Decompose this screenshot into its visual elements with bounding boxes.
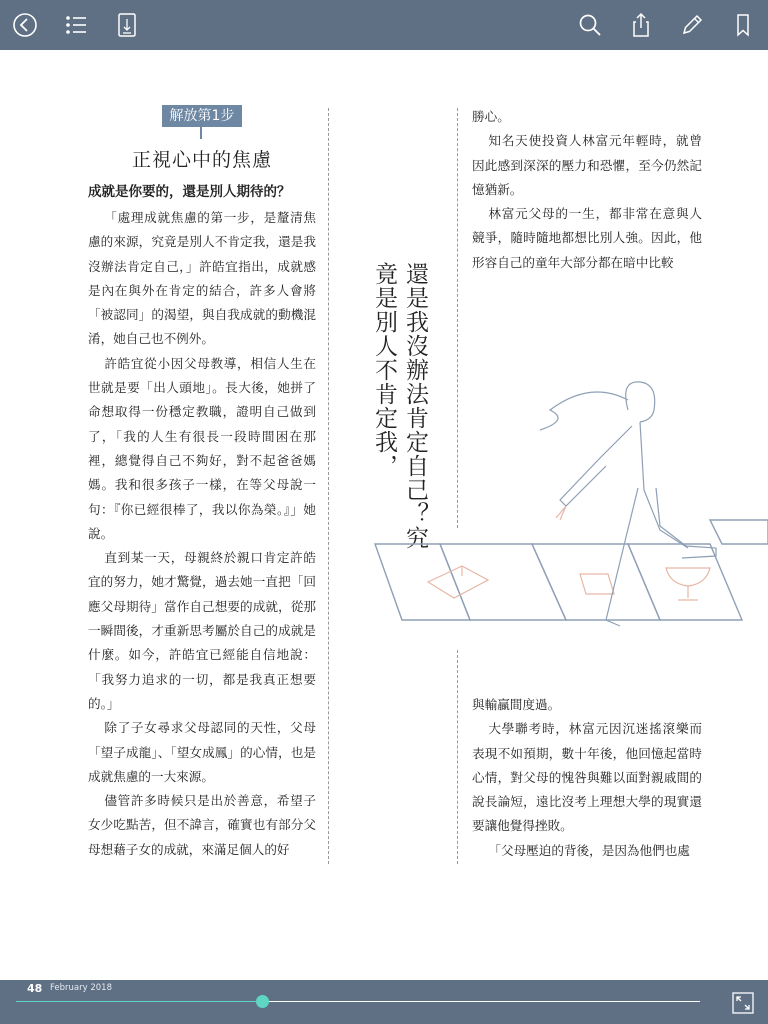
left-column xyxy=(88,105,316,862)
page-slider-track[interactable] xyxy=(16,1001,700,1002)
paragraph: 直到某一天，母親終於親口肯定許皓宜的努力，她才驚覺，過去她一直把「回應父母期待」當作自己想要的成就，從那一瞬間後，才重新思考屬於自己的成就是什麼。如今，許皓宜已經能自信地說：「我努力追求的一切，都是我真正想要的。」 xyxy=(88,550,316,711)
top-toolbar xyxy=(0,0,768,50)
article-title: 正視心中的焦慮 xyxy=(131,149,272,171)
hopscotch-illustration xyxy=(370,370,768,700)
paragraph: 知名天使投資人林富元年輕時，就曾因此感到深深的壓力和恐懼，至今仍然記憶猶新。 xyxy=(472,133,702,197)
back-icon[interactable] xyxy=(9,9,41,41)
page-number: 48 xyxy=(27,982,43,995)
bookmark-icon[interactable] xyxy=(727,9,759,41)
column-divider xyxy=(328,108,329,864)
paragraph: 林富元父母的一生，都非常在意與人競爭，隨時隨地都想比別人強。因此，他形容自己的童年大部分都在暗中比較 xyxy=(472,206,702,270)
paragraph: 與輸贏間度過。 xyxy=(472,697,561,712)
table-of-contents-icon[interactable] xyxy=(60,9,92,41)
issue-date: February 2018 xyxy=(50,983,112,993)
paragraph: 大學聯考時，林富元因沉迷搖滾樂而表現不如預期，數十年後，他回憶起當時心情，對父母的愧咎與難以面對親戚間的說長論短，遠比沒考上理想大學的現實還要讓他覺得挫敗。 xyxy=(472,721,702,834)
right-column-bottom xyxy=(472,693,702,863)
page-slider-progress xyxy=(16,1001,262,1002)
paragraph: 勝心。 xyxy=(472,109,510,124)
share-icon[interactable] xyxy=(625,9,657,41)
paragraph: 除了子女尋求父母認同的天性，父母「望子成龍」、「望女成鳳」的心情，也是成就焦慮的一大來源。 xyxy=(88,720,316,784)
pull-quote: 還是我沒辦法肯定自己？究竟是別人不肯定我， xyxy=(371,262,428,550)
bottom-bar xyxy=(0,980,768,1024)
section-tag: 解放第1步 xyxy=(162,105,242,127)
fullscreen-icon[interactable] xyxy=(732,992,754,1014)
paragraph: 許皓宜從小因父母教導，相信人生在世就是要「出人頭地」。長大後，她拼了命想取得一份穩定教職，證明自己做到了，「我的人生有很長一段時間困在那裡，總覺得自己不夠好，對不起爸爸媽媽。我和很多孩子一樣，在等父母說一句：『你已經很棒了，我以你為榮。』」她說。 xyxy=(88,355,316,541)
paragraph: 「處理成就焦慮的第一步，是釐清焦慮的來源，究竟是別人不肯定我，還是我沒辦法肯定自己，」許皓宜指出，成就感是內在與外在肯定的結合，許多人會將「被認同」的渴望，與自我成就的動機混淆，她自己也不例外。 xyxy=(88,210,316,347)
right-column-top xyxy=(472,105,702,275)
article-subtitle: 成就是你要的，還是別人期待的？ xyxy=(88,184,291,200)
search-icon[interactable] xyxy=(574,9,606,41)
pencil-icon[interactable] xyxy=(676,9,708,41)
page-download-icon[interactable] xyxy=(111,9,143,41)
paragraph: 儘管許多時候只是出於善意，希望子女少吃點苦，但不諱言，確實也有部分父母想藉子女的成就，來滿足個人的好 xyxy=(88,793,316,857)
page-slider-thumb[interactable] xyxy=(256,995,269,1008)
paragraph: 「父母壓迫的背後，是因為他們也處 xyxy=(488,842,690,858)
magazine-page xyxy=(0,50,768,980)
